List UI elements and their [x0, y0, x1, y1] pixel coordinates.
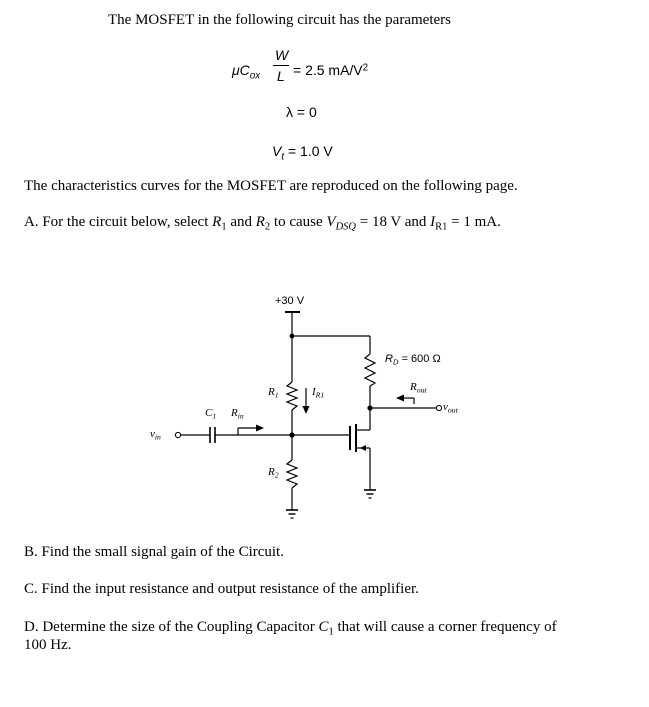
rin-symbol: R — [231, 407, 238, 419]
rout-sub: out — [416, 385, 427, 395]
c1-sub: 1 — [212, 411, 217, 421]
fraction-bar — [273, 65, 289, 66]
question-c: C. Find the input resistance and output resistance of the amplifier. — [24, 581, 419, 597]
qd-suffix: that will cause a corner frequency of — [333, 619, 557, 635]
qa-vdsq-sub: DSQ — [335, 221, 356, 233]
ir1-symbol: I — [312, 386, 316, 398]
vout-symbol: v — [443, 401, 448, 413]
qd-c1-sub: 1 — [328, 626, 334, 638]
vt-sub: t — [281, 151, 285, 163]
qa-ir1-sub: R1 — [435, 221, 448, 233]
intro-text: The MOSFET in the following circuit has the parameters — [108, 12, 451, 28]
qa-and: and — [226, 214, 256, 230]
vt-param — [272, 143, 333, 163]
qa-ir1: I — [430, 214, 436, 230]
rd-sub: D — [392, 357, 399, 367]
r2-symbol: R — [268, 466, 275, 478]
question-a — [24, 214, 501, 231]
c1-label — [205, 407, 216, 419]
rin-arrowhead — [256, 425, 264, 432]
qa-prefix: A. For the circuit below, select — [24, 214, 213, 230]
kn-value-text: = 2.5 mA/V — [293, 62, 363, 78]
qa-r2: R — [255, 214, 265, 230]
r2-label — [268, 466, 279, 478]
kn-value — [293, 62, 368, 78]
question-b: B. Find the small signal gain of the Circuit. — [24, 544, 284, 560]
r2-resistor — [287, 460, 297, 488]
rin-sub: in — [237, 411, 244, 421]
rd-resistor — [365, 354, 375, 386]
qa-vdsq: V — [326, 214, 336, 230]
mosfet-source-arrow — [360, 445, 366, 451]
mu-cox-term — [232, 62, 261, 82]
r1-sub: 1 — [274, 390, 279, 400]
rd-value: = 600 Ω — [398, 353, 441, 365]
fraction-numerator: W — [275, 47, 289, 63]
r1-label — [268, 386, 279, 398]
qa-r1-sub: 1 — [221, 221, 227, 233]
ground-symbol-source — [364, 490, 376, 498]
vout-sub: out — [447, 405, 458, 415]
ground-symbol-r2 — [286, 510, 298, 518]
rd-label — [385, 353, 441, 365]
vout-terminal — [436, 405, 441, 410]
ir1-sub: R1 — [315, 390, 325, 400]
vt-value: = 1.0 V — [284, 143, 333, 159]
vout-label — [443, 401, 458, 413]
supply-label: +30 V — [275, 295, 305, 307]
rd-symbol: R — [385, 353, 393, 365]
vin-symbol: v — [150, 428, 155, 440]
qa-r2-sub: 2 — [264, 221, 271, 233]
ir1-label — [312, 386, 324, 398]
vin-terminal — [175, 432, 180, 437]
r2-sub: 2 — [274, 470, 279, 480]
mu-cox-base: μC — [232, 62, 250, 78]
lambda-param: λ = 0 — [286, 104, 317, 120]
rout-arrowhead — [396, 395, 404, 402]
vt-base: V — [272, 143, 282, 159]
rin-label — [231, 407, 244, 419]
rout-label — [410, 381, 427, 393]
qd-prefix: D. Determine the size of the Coupling Capacitor — [24, 619, 319, 635]
mu-cox-sub: ox — [249, 70, 261, 82]
top-node-dot — [290, 334, 295, 339]
qd-c1: C — [318, 619, 329, 635]
r1-resistor — [287, 382, 297, 410]
ir1-arrowhead — [303, 406, 310, 414]
vin-label — [150, 428, 161, 440]
vin-sub: in — [154, 432, 161, 442]
qa-mid: to cause — [270, 214, 327, 230]
qa-eq2: = 1 mA. — [447, 214, 501, 230]
fraction-denominator: L — [277, 68, 285, 84]
c1-symbol: C — [205, 407, 213, 419]
kn-exponent: 2 — [362, 62, 369, 74]
characteristics-text: The characteristics curves for the MOSFET are reproduced on the following page. — [24, 178, 518, 194]
rout-symbol: R — [410, 381, 417, 393]
drain-node-dot — [367, 405, 372, 410]
question-d-line1 — [24, 619, 557, 636]
r1-symbol: R — [268, 386, 275, 398]
question-d-line2: 100 Hz. — [24, 637, 72, 653]
gate-node-dot — [289, 432, 294, 437]
qa-eq1: = 18 V and — [355, 214, 431, 230]
qa-r1: R — [212, 214, 222, 230]
